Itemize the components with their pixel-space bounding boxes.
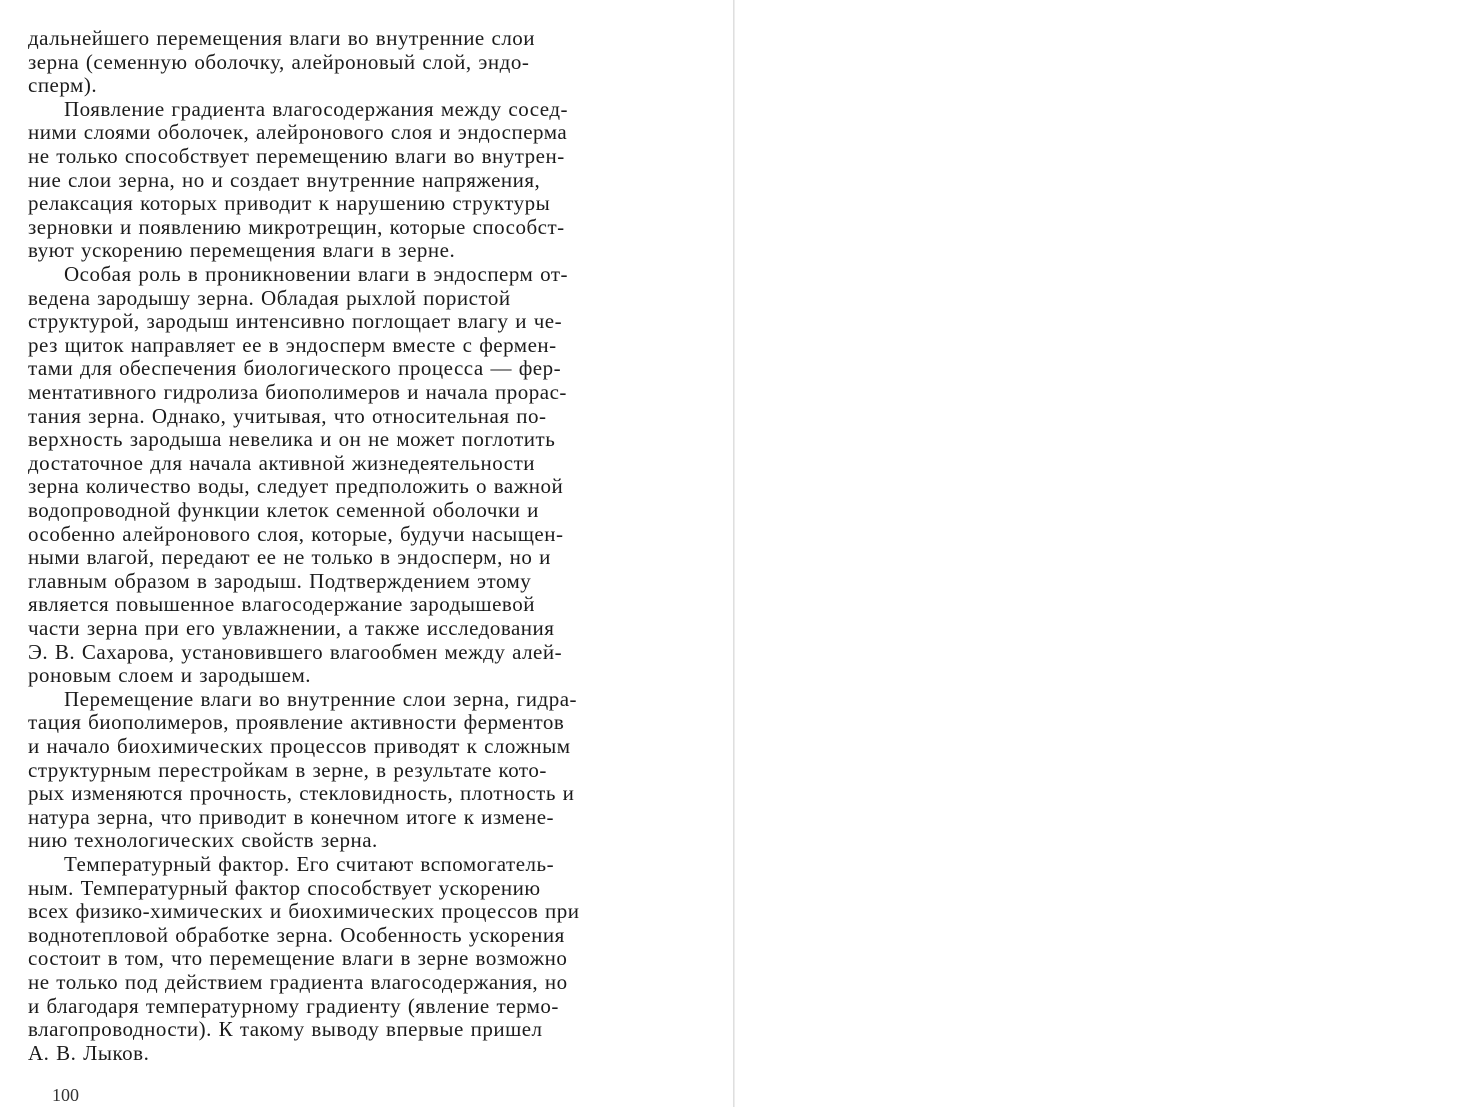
text-line: ными влагой, передают ее не только в эндосперм, но и	[28, 545, 551, 570]
text-line: Э. В. Сахарова, установившего влагообмен между алей-	[28, 639, 563, 664]
text-line: не только способствует перемещению влаги во внутрен-	[28, 144, 565, 168]
text-line: структурным перестройкам в зерне, в результате кото-	[28, 757, 547, 782]
text-line: тация биополимеров, проявление активности ферментов	[28, 710, 565, 735]
text-line: тами для обеспечения биологического процесса — фер-	[28, 356, 562, 381]
right-page	[735, 0, 1471, 1107]
text-line: достаточное для начала активной жизнедеятельности	[28, 450, 535, 475]
text-line: Особая роль в проникновении влаги в эндосперм от-	[64, 262, 568, 286]
text-line: всех физико-химических и биохимических процессов при	[28, 899, 580, 924]
text-line: тания зерна. Однако, учитывая, что относительная по-	[28, 403, 547, 428]
text-line: не только под действием градиента влагосодержания, но	[28, 970, 568, 994]
text-line: рез щиток направляет ее в эндосперм вместе с фермен-	[28, 332, 557, 357]
text-line: Перемещение влаги во внутренние слои зерна, гидра-	[64, 686, 578, 711]
text-line: зерна количество воды, следует предположить о важной	[28, 474, 564, 499]
text-line: и благодаря температурному градиенту (явление термо-	[28, 993, 559, 1018]
text-line: А. В. Лыков.	[28, 1040, 150, 1065]
text-line: части зерна при его увлажнении, а также исследования	[28, 616, 555, 640]
text-line: дальнейшего перемещения влаги во внутренние слои	[28, 26, 536, 50]
text-line: сперм).	[28, 73, 98, 98]
text-line: ведена зародышу зерна. Обладая рыхлой пористой	[28, 285, 511, 310]
text-line: верхность зародыша невелика и он не может поглотить	[28, 427, 556, 452]
text-line: натура зерна, что приводит в конечном итоге к измене-	[28, 804, 555, 829]
text-line: вуют ускорению перемещения влаги в зерне.	[28, 238, 456, 263]
text-line: ным. Температурный фактор способствует ускорению	[28, 875, 541, 900]
text-line: зерновки и появлению микротрещин, которые способст-	[28, 214, 565, 239]
text-line: зерна (семенную оболочку, алейроновый слой, эндо-	[28, 49, 530, 74]
text-line: ними слоями оболочек, алейронового слоя и эндосперма	[28, 120, 568, 145]
text-line: является повышенное влагосодержание зародышевой	[28, 592, 535, 617]
text-line: ние слои зерна, но и создает внутренние напряжения,	[28, 167, 541, 192]
text-line: главным образом в зародыш. Подтверждением этому	[28, 568, 532, 593]
text-line: влагопроводности). К такому выводу впервые пришел	[28, 1017, 543, 1042]
text-line: воднотепловой обработке зерна. Особенность ускорения	[28, 922, 565, 947]
text-line: водопроводной функции клеток семенной оболочки и	[28, 498, 539, 522]
text-line: и начало биохимических процессов приводят к сложным	[28, 734, 571, 758]
text-line: ментативного гидролиза биополимеров и начала прорас-	[28, 380, 567, 404]
text-line: Появление градиента влагосодержания между сосед-	[64, 96, 569, 121]
text-line: нию технологических свойств зерна.	[28, 828, 378, 853]
page-number: 100	[52, 1085, 79, 1105]
text-line: состоит в том, что перемещение влаги в зерне возможно	[28, 946, 568, 971]
text-line: релаксация которых приводит к нарушению структуры	[28, 191, 551, 216]
text-line: рых изменяются прочность, стекловидность, плотность и	[28, 781, 575, 806]
text-line: особенно алейронового слоя, которые, будучи насыщен-	[28, 521, 564, 546]
text-line: структурой, зародыш интенсивно поглощает влагу и че-	[28, 309, 563, 334]
left-page	[0, 0, 735, 1107]
text-line: Температурный фактор. Его считают вспомогатель-	[64, 852, 555, 876]
text-line: роновым слоем и зародышем.	[28, 663, 312, 688]
